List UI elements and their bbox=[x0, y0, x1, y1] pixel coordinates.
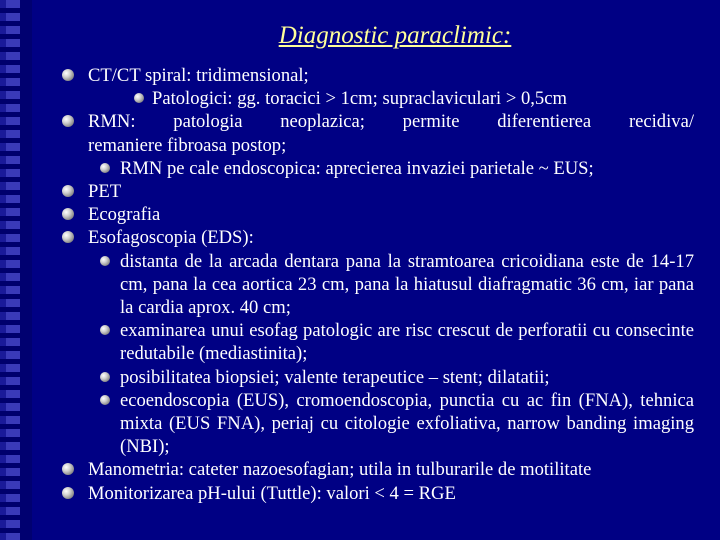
bullet-icon bbox=[62, 487, 74, 499]
item-text: Ecografia bbox=[88, 204, 161, 226]
sub-item-distanta bbox=[62, 250, 694, 320]
bullet-item-rmn bbox=[62, 110, 694, 156]
bullet-item-pet bbox=[62, 180, 694, 203]
sub-item-patologici bbox=[62, 87, 694, 110]
sub-bullet-icon bbox=[100, 163, 110, 173]
slide-body bbox=[62, 64, 694, 505]
bullet-item-ph bbox=[62, 482, 694, 505]
item-text: Monitorizarea pH-ului (Tuttle): valori < 4 = RGE bbox=[88, 482, 456, 504]
left-stripe-shadow bbox=[20, 0, 32, 540]
bullet-icon bbox=[62, 115, 74, 127]
bullet-icon bbox=[62, 185, 74, 197]
item-text: examinarea unui esofag patologic are risc crescut de perforatii cu consecinte redutabile (mediastinita); bbox=[120, 320, 694, 365]
bullet-icon bbox=[62, 231, 74, 243]
bullet-item-esofagoscopia bbox=[62, 226, 694, 249]
item-text-line1: RMN: patologia neoplazica; permite diferentierea recidiva/ bbox=[88, 111, 694, 133]
sub-bullet-icon bbox=[134, 93, 144, 103]
bullet-icon bbox=[62, 463, 74, 475]
sub-item-examinarea bbox=[62, 319, 694, 365]
item-text: PET bbox=[88, 181, 122, 203]
item-text: posibilitatea biopsiei; valente terapeutice – stent; dilatatii; bbox=[120, 366, 550, 388]
item-text: RMN pe cale endoscopica: aprecierea invaziei parietale ~ EUS; bbox=[120, 157, 594, 179]
sub-item-rmn-endoscopica bbox=[62, 157, 694, 180]
sub-item-biopsie bbox=[62, 366, 694, 389]
bullet-icon bbox=[62, 69, 74, 81]
sub-bullet-icon bbox=[100, 325, 110, 335]
bullet-item-ecografia bbox=[62, 203, 694, 226]
item-text: Esofagoscopia (EDS): bbox=[88, 227, 254, 249]
bullet-item-manometria bbox=[62, 458, 694, 481]
item-text: ecoendoscopia (EUS), cromoendoscopia, punctia cu ac fin (FNA), tehnica mixta (EUS FNA), periaj cu citologie exfoliativa, narrow banding imaging (NBI); bbox=[120, 389, 694, 458]
item-text-line2: remaniere fibroasa postop; bbox=[88, 134, 287, 156]
item-text: Manometria: cateter nazoesofagian; utila in tulburarile de motilitate bbox=[88, 459, 592, 481]
sub-bullet-icon bbox=[100, 372, 110, 382]
slide-title: Diagnostic paraclimic: bbox=[278, 22, 512, 49]
item-text: distanta de la arcada dentara pana la stramtoarea cricoidiana este de 14-17 cm, pana la cea aortica 23 cm, pana la hiatusul diafragmatic 36 cm, iar pana la cardia aprox. 40 cm; bbox=[120, 250, 694, 319]
item-text: Patologici: gg. toracici > 1cm; supraclaviculari > 0,5cm bbox=[152, 88, 567, 110]
sub-item-ecoendoscopia bbox=[62, 389, 694, 459]
bullet-icon bbox=[62, 208, 74, 220]
item-text: CT/CT spiral: tridimensional; bbox=[88, 65, 309, 86]
sub-bullet-icon bbox=[100, 395, 110, 405]
sub-bullet-icon bbox=[100, 256, 110, 266]
left-stripe-pattern bbox=[6, 0, 20, 540]
bullet-item-ct bbox=[62, 64, 694, 87]
